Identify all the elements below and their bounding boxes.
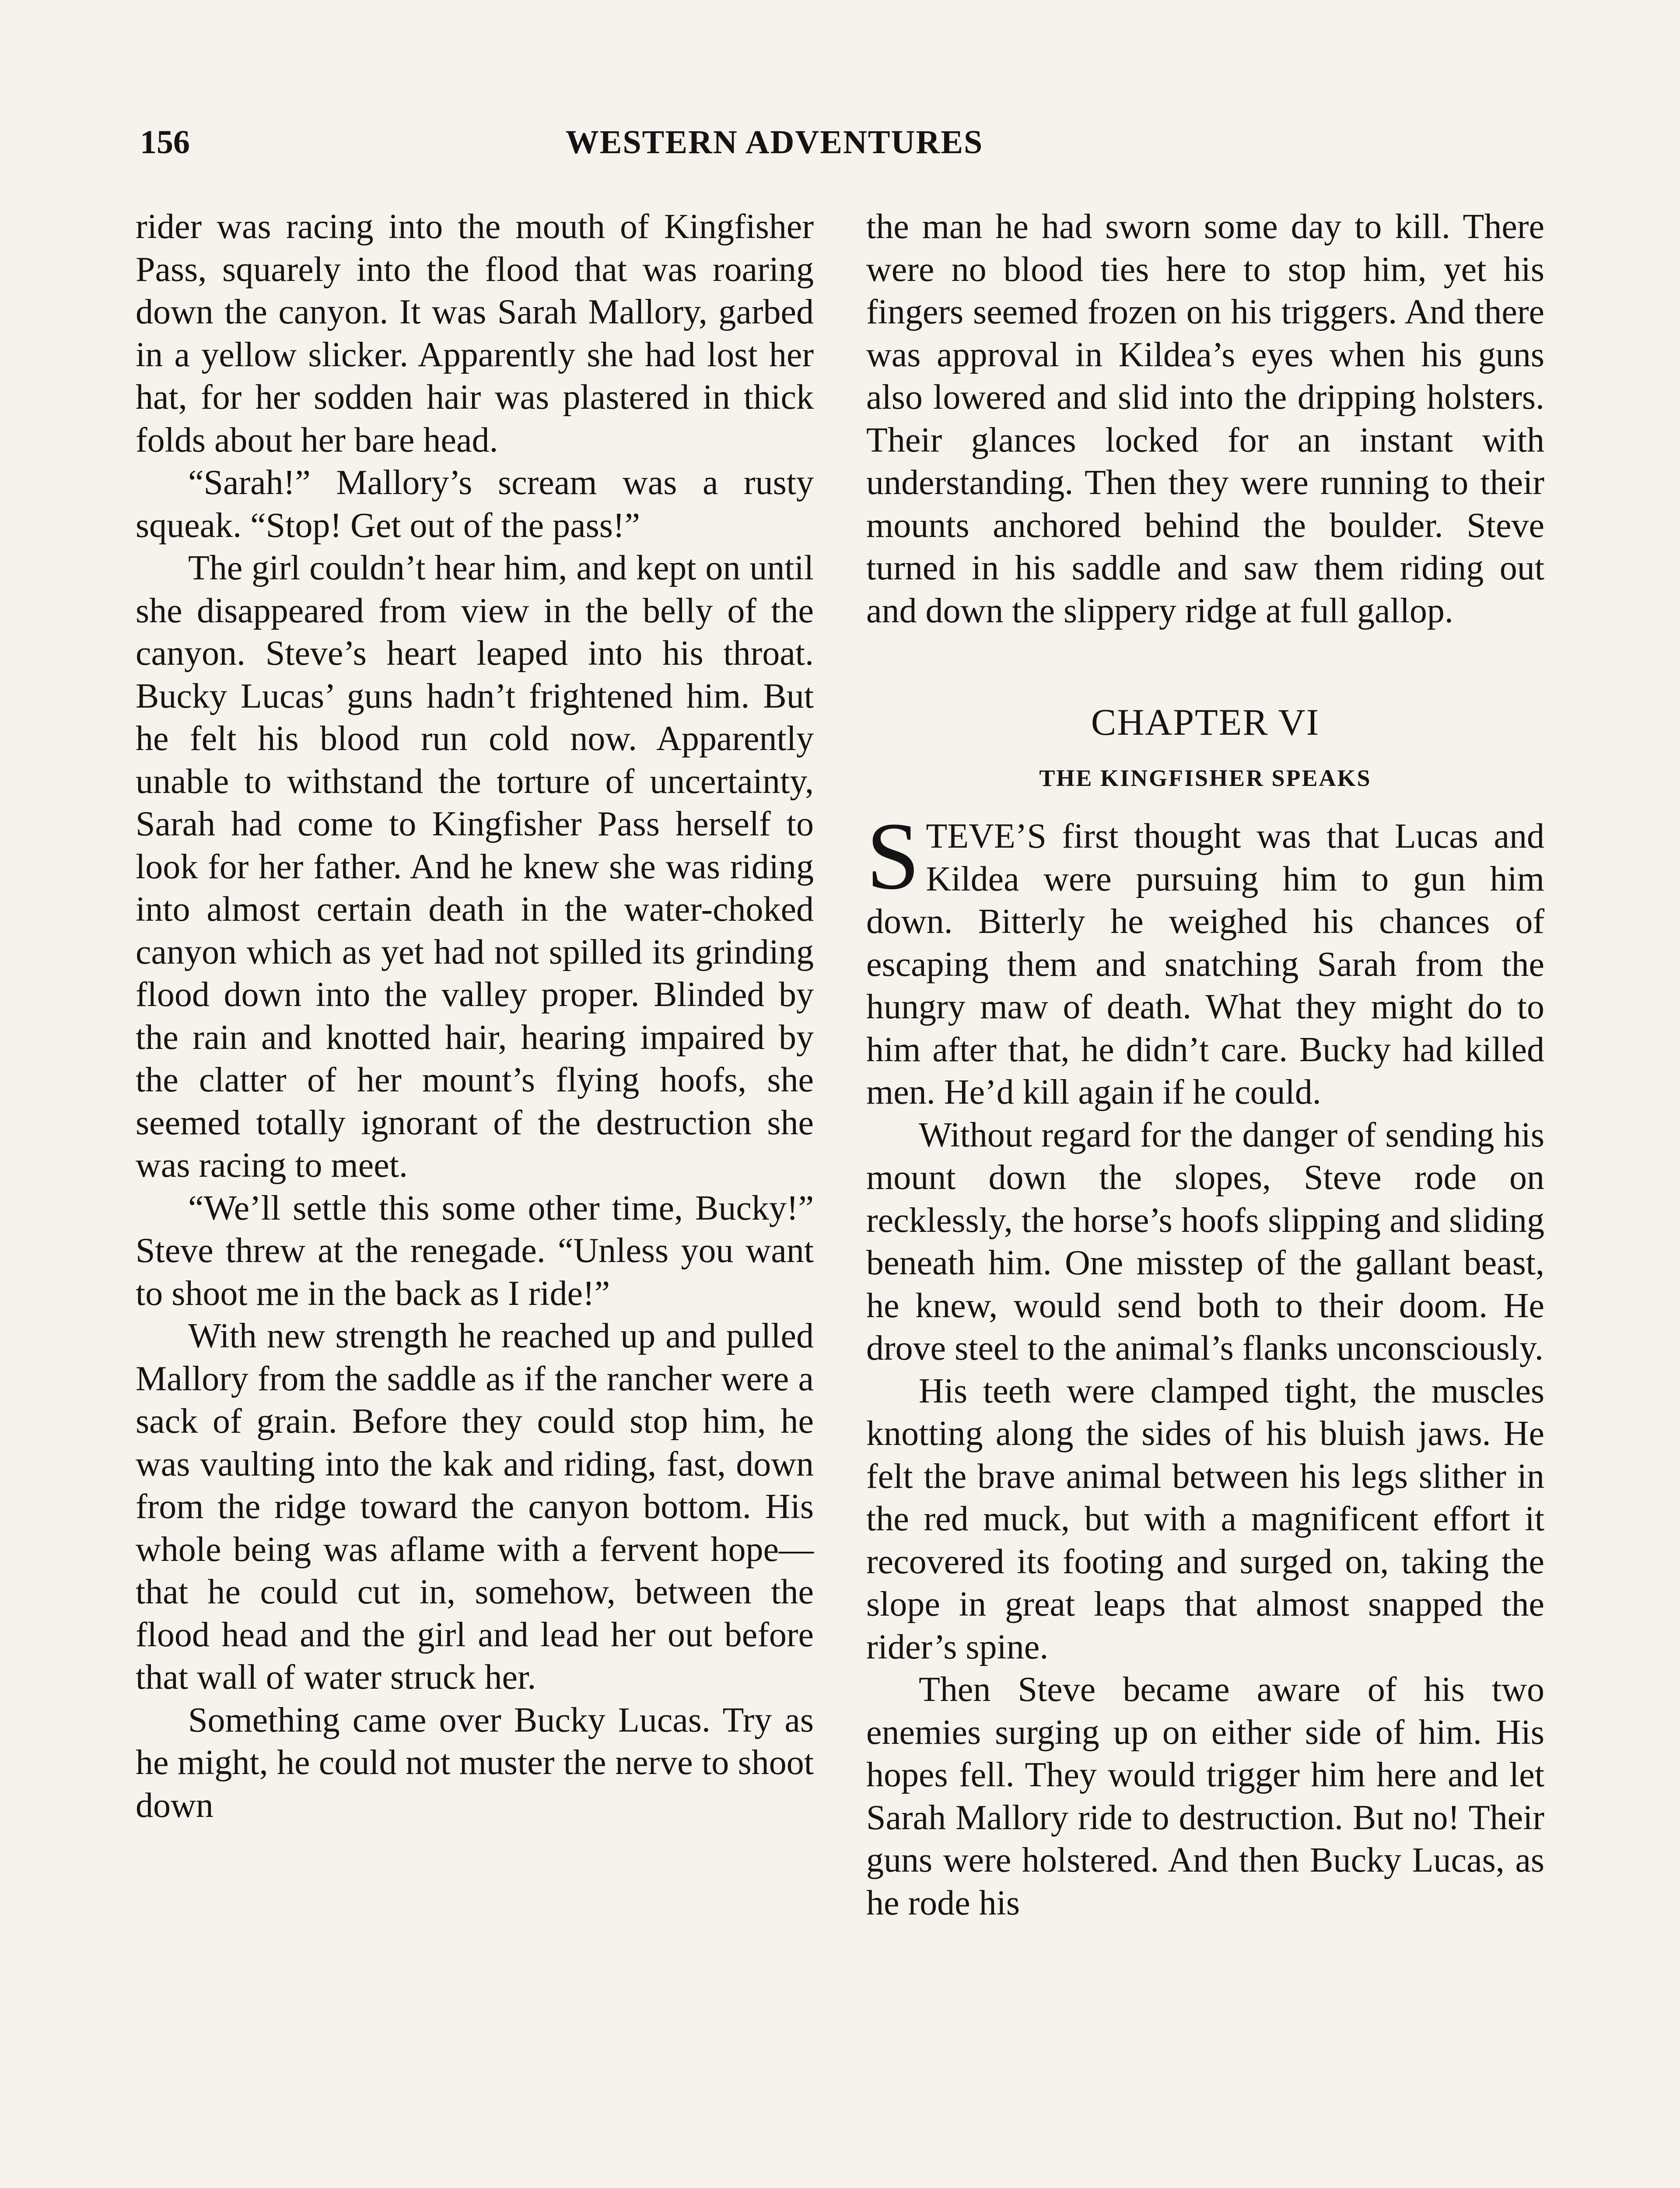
paragraph: Without regard for the danger of sending his mount down the slopes, Steve rode on recklessly, the horse’s hoofs slipping and sliding beneath him. One misstep of the gallant beast, he knew, would send both to their doom. He drove steel to the animal’s flanks unconsciously. — [866, 1115, 1544, 1368]
running-head: WESTERN ADVENTURES — [565, 124, 984, 161]
chapter-opening-paragraph — [866, 803, 1544, 1114]
paragraph: the man he had sworn some day to kill. There were no blood ties here to stop him, yet his fingers seemed frozen on his triggers. And there was approval in Kildea’s eyes when his guns also lowered and slid into the dripping holsters. Their glances locked for an instant with understanding. Then they were running to their mounts anchored behind the boulder. Steve turned in his saddle and saw them riding out and down the slippery ridge at full gallop. — [866, 207, 1544, 630]
chapter-subtitle: THE KINGFISHER SPEAKS — [1039, 765, 1372, 791]
chapter-heading — [866, 698, 1544, 798]
page-header — [140, 118, 1540, 166]
paragraph: His teeth were clamped tight, the muscles knotting along the sides of his bluish jaws. He felt the brave animal between his legs slither in the red muck, but with a magnificent effort it recovered its footing and surged on, taking the slope in great leaps that almost snapped the rider’s spine. — [866, 1371, 1544, 1666]
paragraph: “We’ll settle this some other time, Bucky!” Steve threw at the renegade. “Unless you want to shoot me in the back as I ride!” — [136, 1189, 814, 1313]
page-number: 156 — [140, 124, 190, 161]
paragraph: “Sarah!” Mallory’s scream was a rusty squeak. “Stop! Get out of the pass!” — [136, 463, 814, 545]
paragraph: Then Steve became aware of his two enemies surging up on either side of him. His hopes fell. They would trigger him here and let Sarah Mallory ride to destruction. But no! Their guns were holstered. And then Bucky Lucas, as he rode his — [866, 1670, 1544, 1922]
paragraph: The girl couldn’t hear him, and kept on until she disappeared from view in the belly of the canyon. Steve’s heart leaped into his throat. Bucky Lucas’ guns hadn’t frightened him. But he felt his blood run cold now. Apparently unable to withstand the torture of uncertainty, Sarah had come to Kingfisher Pass herself to look for her father. And he knew she was riding into almost certain death in the water-choked canyon which as yet had not spilled its grinding flood down into the valley proper. Blinded by the rain and knotted hair, hearing impaired by the clatter of her mount’s flying hoofs, she seemed totally ignorant of the destruction she was racing to meet. — [136, 549, 814, 1185]
right-column — [866, 206, 1544, 1925]
chapter-title: CHAPTER VI — [1091, 701, 1320, 743]
paragraph: rider was racing into the mouth of Kingfisher Pass, squarely into the flood that was roaring down the canyon. It was Sarah Mallory, garbed in a yellow slicker. Apparently she had lost her hat, for her sodden hair was plastered in thick folds about her bare head. — [136, 207, 814, 459]
opening-text: TEVE’S first thought was that Lucas and Kildea were pursuing him to gun him down. Bitterly he weighed his chances of escaping them and snatching Sarah from the hungry maw of death. What they might do to him after that, he didn’t care. Bucky had killed men. He’d kill again if he could. — [866, 817, 1544, 1112]
left-column — [136, 206, 814, 1827]
drop-cap: S — [866, 803, 920, 909]
paragraph: Something came over Bucky Lucas. Try as he might, he could not muster the nerve to shoot down — [136, 1701, 814, 1825]
paragraph: With new strength he reached up and pulled Mallory from the saddle as if the rancher were a sack of grain. Before they could stop him, he was vaulting into the kak and riding, fast, down from the ridge toward the canyon bottom. His whole being was aflame with a fervent hope— that he could cut in, somehow, between the flood head and the girl and lead her out before that wall of water struck her. — [136, 1317, 814, 1697]
